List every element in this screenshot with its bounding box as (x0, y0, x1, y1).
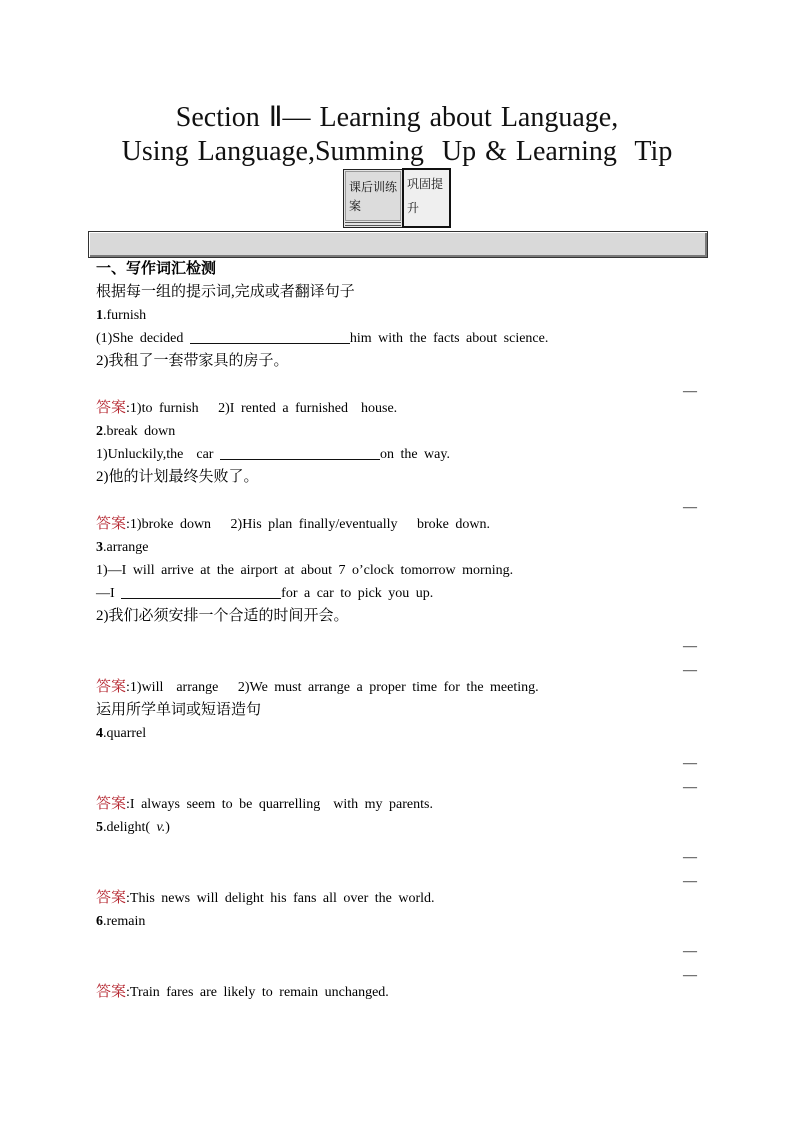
item-word: quarrel (106, 726, 147, 741)
exercise-item-4 (96, 722, 697, 816)
part2-instruction-text: 运用所学单词或短语造句 (96, 702, 262, 718)
part1-heading (96, 258, 697, 281)
item-number: 6 (96, 914, 103, 929)
answer-label: 答案 (96, 984, 127, 1000)
part1-instruction-text: 根据每一组的提示词,完成或者翻译句子 (96, 284, 355, 300)
answer-label: 答案 (96, 890, 127, 906)
dash-mark: — (683, 500, 697, 515)
dash-mark: — (683, 968, 697, 983)
answer-line (96, 887, 697, 910)
question-line (96, 605, 697, 628)
answer-line (96, 676, 697, 699)
dialogue-line: 1)—I will arrive at the airport at about 7 o’clock tomorrow morning. (96, 563, 514, 578)
badge-divider (345, 222, 401, 226)
dash-mark: — (683, 850, 697, 865)
fill-in-blank (220, 446, 380, 460)
item-number-separator: . (103, 540, 107, 555)
item-word: arrange (106, 540, 149, 555)
question-line (96, 350, 697, 373)
item-title (96, 722, 697, 745)
fill-in-blank (190, 330, 350, 344)
dash-mark: — (683, 874, 697, 889)
answer-label: 答案 (96, 679, 127, 695)
dash-mark: — (683, 639, 697, 654)
dash-mark: — (683, 663, 697, 678)
question-text-after: him with the facts about science. (349, 331, 549, 346)
answer-line-mark (96, 938, 697, 962)
badge-consolidate-label: 巩固提升 (402, 168, 451, 228)
answer-label: 答案 (96, 516, 127, 532)
exercise-item-5 (96, 816, 697, 910)
answer-colon: : (126, 891, 130, 906)
answer-text: Train fares are likely to remain unchanged. (129, 985, 389, 1000)
part1-heading-text: 一、写作词汇检测 (96, 261, 217, 277)
item-title (96, 536, 697, 559)
exercise-item-2 (96, 420, 697, 536)
item-number-separator: . (103, 424, 107, 439)
exercise-item-1 (96, 304, 697, 420)
item-title (96, 816, 697, 839)
answer-label: 答案 (96, 400, 127, 416)
answer-line (96, 397, 697, 420)
answer-text: This news will delight his fans all over the world. (129, 891, 435, 906)
question-text-before: —I (96, 586, 122, 601)
translation-prompt: 2)他的计划最终失败了。 (96, 469, 259, 485)
translation-prompt: 2)我们必须安排一个合适的时间开会。 (96, 608, 349, 624)
answer-text: I always seem to be quarrelling with my parents. (129, 797, 433, 812)
part-of-speech: v. (156, 820, 166, 835)
exercise-content (96, 258, 697, 1004)
answer-text: 1)will arrange 2)We must arrange a proper time for the meeting. (129, 680, 539, 695)
fill-in-blank (121, 585, 281, 599)
item-word-close: ) (165, 820, 170, 835)
question-line (96, 466, 697, 489)
part2-instruction (96, 699, 697, 722)
title-line-2: Using Language,Summing Up & Learning Tip (121, 136, 673, 167)
item-number: 1 (96, 308, 103, 323)
dash-mark: — (683, 384, 697, 399)
dash-mark: — (683, 944, 697, 959)
question-line (96, 443, 697, 466)
question-line (96, 582, 697, 605)
answer-line (96, 513, 697, 536)
question-text-before: 1)Unluckily,the car (96, 447, 220, 462)
item-number: 3 (96, 540, 103, 555)
item-title (96, 910, 697, 933)
dash-mark: — (683, 756, 697, 771)
item-title (96, 304, 697, 327)
item-number-separator: . (103, 914, 107, 929)
question-line (96, 327, 697, 350)
title-line-1: Section Ⅱ— Learning about Language, (175, 102, 619, 133)
question-text-after: for a car to pick you up. (281, 586, 434, 601)
answer-line (96, 793, 697, 816)
answer-colon: : (126, 985, 130, 1000)
answer-colon: : (126, 517, 130, 532)
question-text-before: (1)She decided (96, 331, 190, 346)
section-header-bar (88, 231, 708, 258)
answer-line-mark (96, 633, 697, 657)
item-number-separator: . (103, 308, 107, 323)
answer-text: 1)broke down 2)His plan finally/eventually broke down. (129, 517, 490, 532)
item-number-separator: . (103, 820, 107, 835)
exercise-item-6 (96, 910, 697, 1004)
item-word: delight( (106, 820, 157, 835)
dash-mark: — (683, 780, 697, 795)
question-line (96, 559, 697, 582)
translation-prompt: 2)我租了一套带家具的房子。 (96, 353, 289, 369)
item-number: 5 (96, 820, 103, 835)
item-word: furnish (106, 308, 147, 323)
answer-line-mark (96, 844, 697, 868)
item-title (96, 420, 697, 443)
question-text-after: on the way. (379, 447, 450, 462)
part1-instruction (96, 281, 697, 304)
answer-colon: : (126, 401, 130, 416)
item-word: remain (106, 914, 146, 929)
answer-line-mark (96, 750, 697, 774)
answer-colon: : (126, 797, 130, 812)
item-number-separator: . (103, 726, 107, 741)
badge-after-class-label: 课后训练案 (345, 171, 401, 221)
answer-colon: : (126, 680, 130, 695)
exercise-item-3 (96, 536, 697, 699)
item-word: break down (106, 424, 176, 439)
item-number: 4 (96, 726, 103, 741)
answer-text: 1)to furnish 2)I rented a furnished house. (129, 401, 398, 416)
item-number: 2 (96, 424, 103, 439)
answer-label: 答案 (96, 796, 127, 812)
answer-line (96, 981, 697, 1004)
page-title (0, 101, 794, 169)
section-badge (343, 169, 450, 228)
